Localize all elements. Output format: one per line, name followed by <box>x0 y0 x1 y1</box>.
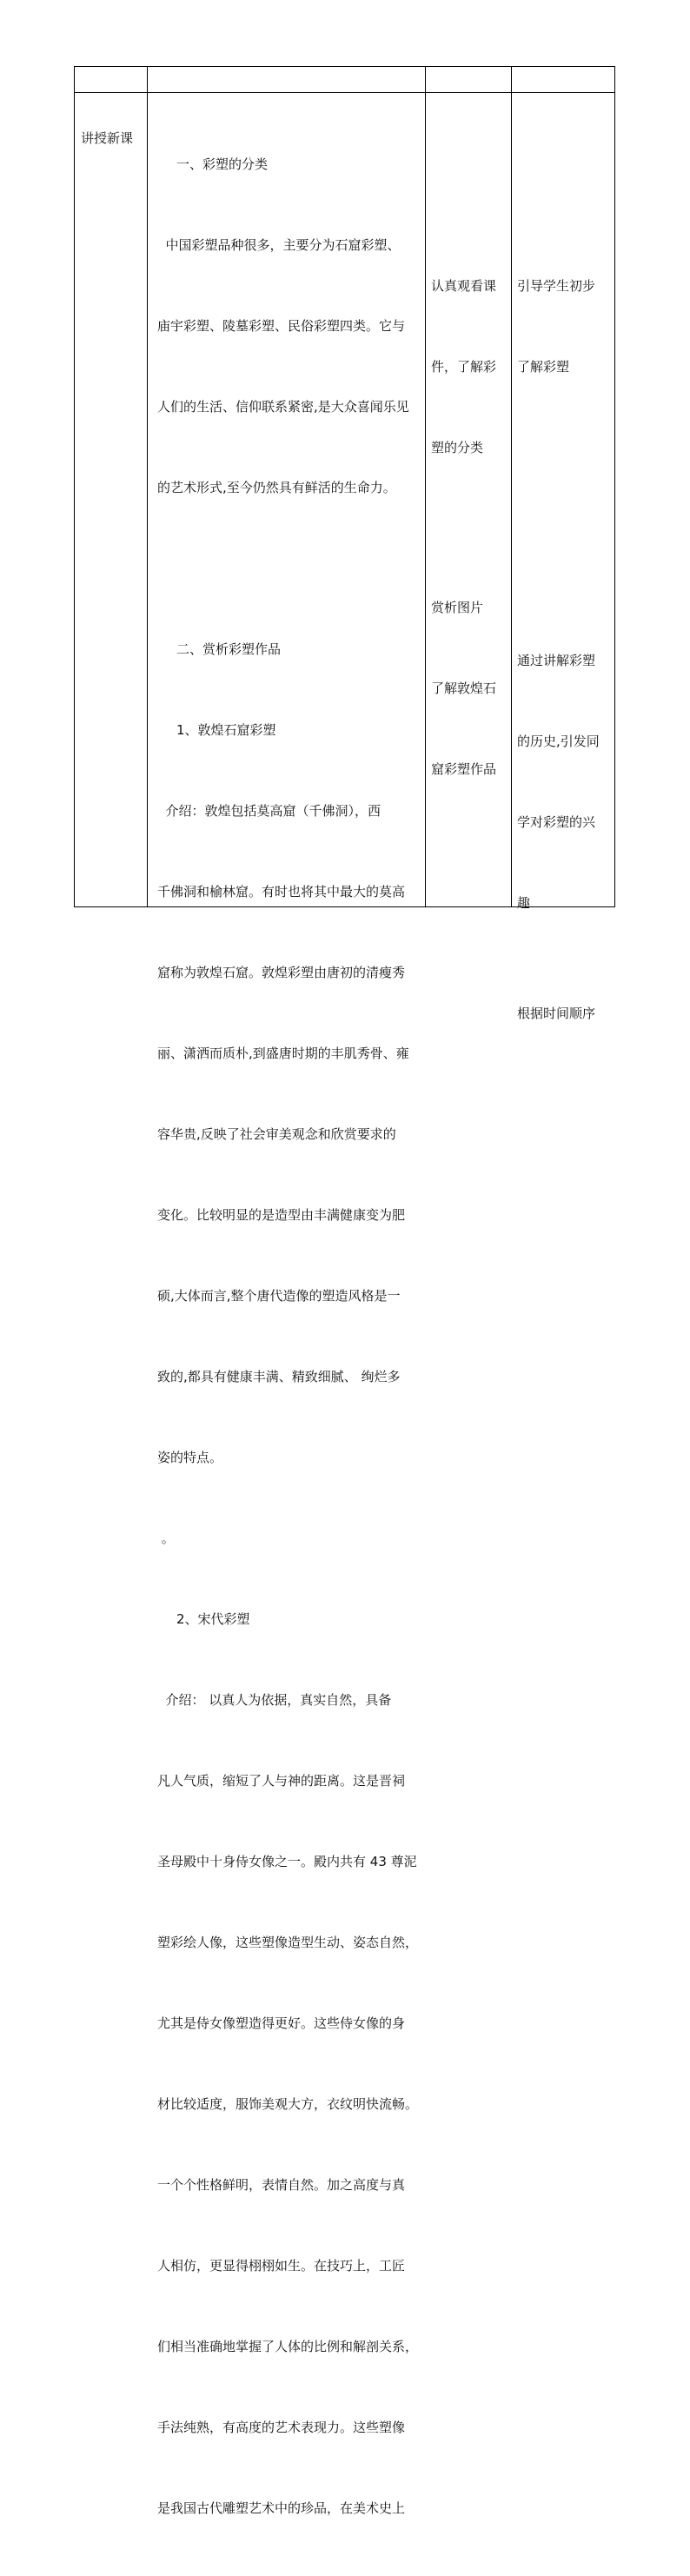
column-divider-3 <box>511 67 512 906</box>
song-title: 2、宋代彩塑 <box>176 1611 250 1627</box>
song-line-2: 凡人气质，缩短了人与神的距离。这是晋祠 <box>157 1773 406 1789</box>
intent-line: 趣 <box>517 895 531 911</box>
column-divider-2 <box>425 67 426 906</box>
blank-line <box>157 555 421 582</box>
song-line-3: 圣母殿中十身侍女像之一。殿内共有 43 尊泥 <box>157 1854 417 1869</box>
activity-line: 赏析图片 <box>431 600 484 615</box>
dunhuang-line-8: 致的,都具有健康丰满、精致细腻、 绚烂多 <box>157 1369 401 1384</box>
song-line-8: 人相仿，更显得栩栩如生。在技巧上，工匠 <box>157 2258 406 2274</box>
classification-line-4: 的艺术形式,至今仍然具有鲜活的生命力。 <box>157 480 396 495</box>
song-line-5: 尤其是侍女像塑造得更好。这些侍女像的身 <box>157 2015 406 2031</box>
column-divider-1 <box>147 67 148 906</box>
intent-line: 通过讲解彩塑 <box>517 653 596 668</box>
song-line-1: 介绍： 以真人为依据，真实自然，具备 <box>157 1692 392 1708</box>
dunhuang-line-9: 姿的特点。 <box>157 1450 223 1465</box>
dunhuang-line-7: 硕,大体而言,整个唐代造像的塑造风格是一 <box>157 1288 401 1304</box>
classification-title: 一、彩塑的分类 <box>176 156 269 172</box>
intent-line: 根据时间顺序 <box>517 1006 596 1021</box>
appreciation-title: 二、赏析彩塑作品 <box>176 641 282 657</box>
header-row-divider <box>75 92 614 93</box>
classification-line-1: 中国彩塑品种很多，主要分为石窟彩塑、 <box>157 237 401 253</box>
song-line-4: 塑彩绘人像，这些塑像造型生动、姿态自然， <box>157 1935 419 1950</box>
design-intent-chronology <box>517 946 595 1081</box>
design-intent-classification <box>517 219 595 435</box>
dunhuang-line-10: 。 <box>157 1530 175 1546</box>
student-activity-dunhuang <box>431 541 496 837</box>
dunhuang-line-1: 介绍：敦煌包括莫高窟（千佛洞），西 <box>157 803 381 819</box>
row-label-new-lesson: 讲授新课 <box>81 130 134 146</box>
activity-line: 认真观看课 <box>431 278 497 294</box>
dunhuang-line-6: 变化。比较明显的是造型由丰满健康变为肥 <box>157 1207 406 1223</box>
intent-line: 引导学生初步 <box>517 278 596 294</box>
student-activity-classification <box>431 219 496 515</box>
dunhuang-line-3: 窟称为敦煌石窟。敦煌彩塑由唐初的清瘦秀 <box>157 965 406 980</box>
song-line-9: 们相当准确地掌握了人体的比例和解剖关系， <box>157 2339 419 2354</box>
intent-line: 的历史,引发同 <box>517 734 600 749</box>
song-line-6: 材比较适度，服饰美观大方，衣纹明快流畅。 <box>157 2096 419 2112</box>
lesson-plan-table <box>74 66 615 2516</box>
intent-line: 了解彩塑 <box>517 359 570 375</box>
teaching-content <box>157 97 421 2576</box>
classification-line-2: 庙宇彩塑、陵墓彩塑、民俗彩塑四类。它与 <box>157 318 406 334</box>
design-intent-history <box>517 594 600 971</box>
song-line-11: 是我国古代雕塑艺术中的珍品，在美术史上 <box>157 2500 406 2516</box>
song-line-7: 一个个性格鲜明，表情自然。加之高度与真 <box>157 2177 406 2193</box>
song-line-10: 手法纯熟，有高度的艺术表现力。这些塑像 <box>157 2420 406 2435</box>
activity-line: 件，了解彩 <box>431 359 497 375</box>
dunhuang-line-4: 丽、潇洒而质朴,到盛唐时期的丰肌秀骨、雍 <box>157 1046 409 1061</box>
activity-line: 窟彩塑作品 <box>431 761 497 777</box>
activity-line: 了解敦煌石 <box>431 681 497 696</box>
dunhuang-line-2: 千佛洞和榆林窟。有时也将其中最大的莫高 <box>157 884 406 900</box>
intent-line: 学对彩塑的兴 <box>517 814 596 830</box>
classification-line-3: 人们的生活、信仰联系紧密,是大众喜闻乐见 <box>157 399 409 415</box>
dunhuang-title: 1、敦煌石窟彩塑 <box>176 722 276 738</box>
activity-line: 塑的分类 <box>431 440 484 455</box>
dunhuang-line-5: 容华贵,反映了社会审美观念和欣赏要求的 <box>157 1126 396 1142</box>
